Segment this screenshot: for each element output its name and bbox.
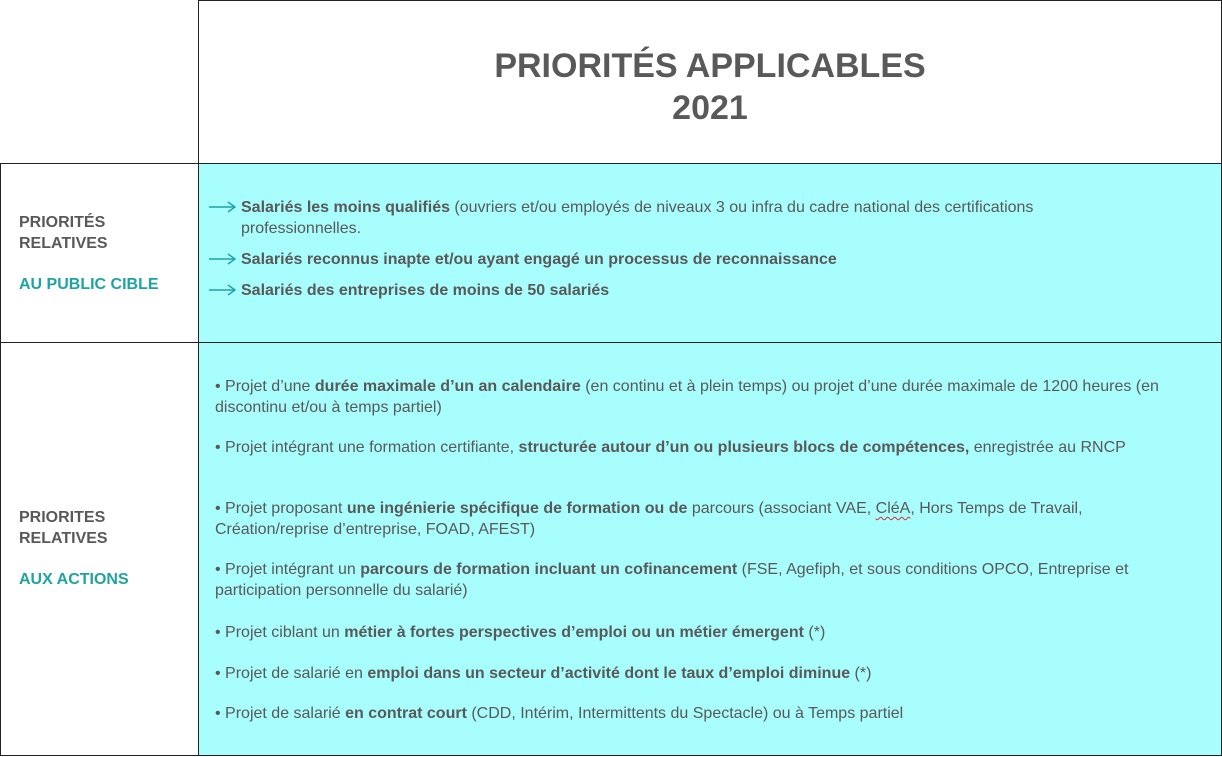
action-item: [215, 376, 1191, 418]
public-item-text: [241, 197, 1131, 239]
action-item-pre: • Projet de salarié: [215, 705, 346, 722]
action-item-post-end: , Hors Temps de Travail, Création/reprise d’entreprise, FOAD, AFEST): [215, 500, 1083, 538]
action-item-bold: structurée autour d’un ou plusieurs blocs de compétences,: [518, 439, 970, 456]
action-item: [215, 622, 1191, 643]
action-item: [215, 559, 1191, 601]
action-item-bold: une ingénierie spécifique de formation ou de: [346, 500, 688, 517]
actions-label-line-2: RELATIVES: [19, 530, 108, 547]
title-line-1: PRIORITÉS APPLICABLES: [494, 47, 926, 85]
empty-corner-cell: [0, 0, 200, 164]
public-item: [209, 280, 1131, 301]
action-item-post: (*): [803, 624, 826, 641]
action-item: [215, 498, 1191, 540]
public-label-cell: [0, 163, 200, 343]
title-line-2: 2021: [672, 89, 748, 127]
public-label-line-1: PRIORITÉS: [19, 214, 106, 231]
action-item-post: (FSE, Agefiph, et sous conditions OPCO, Entreprise et participation personnelle du salarié): [215, 561, 1129, 599]
action-item-post: (*): [850, 665, 872, 682]
arrow-right-icon: [209, 283, 237, 297]
action-item: [215, 437, 1191, 458]
public-item-text: [241, 280, 1131, 301]
actions-label-line-3: AUX ACTIONS: [19, 571, 129, 588]
action-item: [215, 663, 1191, 684]
public-item-bold: Salariés les moins qualifiés: [241, 199, 450, 216]
public-label-line-3: AU PUBLIC CIBLE: [19, 276, 159, 293]
page-title: [199, 45, 1221, 129]
action-item-bold: métier à fortes perspectives d’emploi ou un métier émergent: [344, 624, 804, 641]
action-item-post: parcours (associant VAE,: [687, 500, 876, 517]
action-item-post: enregistrée au RNCP: [969, 439, 1126, 456]
action-item-pre: • Projet d’une: [215, 378, 315, 395]
action-item-bold: parcours de formation incluant un cofinancement: [360, 561, 738, 578]
public-item-bold: Salariés reconnus inapte et/ou ayant engagé un processus de reconnaissance: [241, 251, 837, 268]
action-item-bold: durée maximale d’un an calendaire: [314, 378, 581, 395]
action-item-bold: emploi dans un secteur d’activité dont le taux d’emploi diminue: [367, 665, 851, 682]
actions-label-cell: [0, 342, 200, 756]
action-item-pre: • Projet intégrant une formation certifiante,: [215, 439, 519, 456]
public-item-bold: Salariés des entreprises de moins de 50 salariés: [241, 282, 610, 299]
spellcheck-word: CléA: [875, 500, 911, 517]
actions-label-line-1: PRIORITES: [19, 509, 106, 526]
public-item: [209, 249, 1131, 270]
action-item-pre: • Projet de salarié en: [215, 665, 368, 682]
arrow-right-icon: [209, 200, 237, 214]
action-item-post: (CDD, Intérim, Intermittents du Spectacle) ou à Temps partiel: [466, 705, 904, 722]
public-item: [209, 197, 1131, 239]
public-label-line-2: RELATIVES: [19, 235, 108, 252]
public-item-rest: (ouvriers et/ou employés de niveaux 3 ou infra du cadre national des certifications professionnelles.: [241, 199, 1034, 237]
public-item-text: [241, 249, 1131, 270]
actions-priorities-cell: [198, 342, 1222, 756]
action-item-post: (en continu et à plein temps) ou projet d’une durée maximale de 1200 heures (en discontinu et/ou à temps partiel): [215, 378, 1159, 416]
arrow-right-icon: [209, 252, 237, 266]
title-cell: [198, 0, 1222, 164]
action-item-pre: • Projet intégrant un: [215, 561, 361, 578]
action-item: [215, 703, 1191, 724]
action-item-pre: • Projet ciblant un: [215, 624, 345, 641]
public-priorities-cell: [198, 163, 1222, 343]
action-item-pre: • Projet proposant: [215, 500, 347, 517]
action-item-bold: en contrat court: [345, 705, 467, 722]
